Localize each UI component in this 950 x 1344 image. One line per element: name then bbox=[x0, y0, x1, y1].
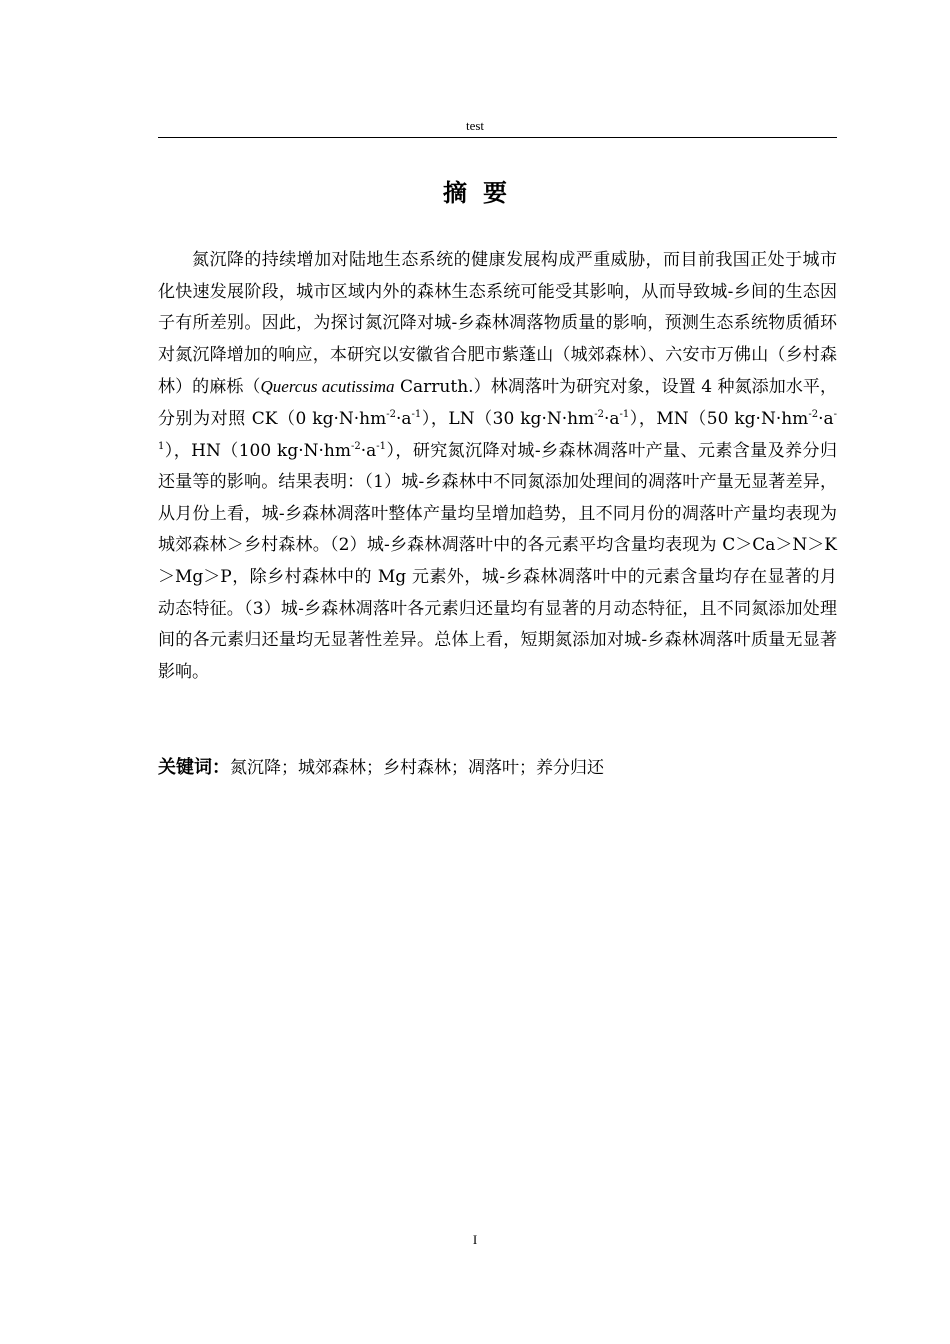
unit-dot-a: ·a bbox=[603, 408, 620, 429]
unit-dot-a: ·a bbox=[360, 440, 377, 461]
unit-superscript-hm: -2 bbox=[808, 408, 819, 420]
abstract-text-6: ），研究氮沉降对城-乡森林凋落叶产量、元素含量及养分归还量等的影响。结果表明：（1）城-乡森林中不同氮添加处理间的凋落叶产量无显著差异，从月份上看，城-乡森林凋落叶整体产量均呈增加趋势，且不同月份的凋落叶产量均表现为城郊森林＞乡村森林。（2）城-乡森林凋落叶中的各元素平均含量均表现为 C＞Ca＞N＞K＞Mg＞P，除乡村森林中的 Mg 元素外，城-乡森林凋落叶中的元素含量均存在显著的月动态特征。（3）城-乡森林凋落叶各元素归还量均有显著的月动态特征，且不同氮添加处理间的各元素归还量均无显著性差异。总体上看，短期氮添加对城-乡森林凋落叶质量无显著影响。 bbox=[158, 440, 837, 682]
unit-superscript-a: -1 bbox=[158, 408, 837, 452]
unit-superscript-hm: -2 bbox=[350, 440, 361, 452]
abstract-text-2: Carruth.）林凋落叶为研究对象，设置 4 种氮添加水平，分别为对照 CK（0 kg·N·hm bbox=[158, 377, 837, 429]
abstract-text-5: ），HN（100 kg·N·hm bbox=[164, 440, 351, 461]
unit-superscript-hm: -2 bbox=[594, 408, 604, 420]
unit-dot-a: ·a bbox=[818, 408, 834, 429]
keywords-line bbox=[158, 754, 837, 782]
unit-superscript-a: -1 bbox=[411, 408, 422, 420]
keywords-list: 氮沉降；城郊森林；乡村森林；凋落叶；养分归还 bbox=[230, 758, 604, 778]
species-name: Quercus acutissima bbox=[260, 377, 395, 397]
page-number: I bbox=[472, 1232, 478, 1247]
header-rule bbox=[158, 137, 837, 138]
keywords-label: 关键词： bbox=[158, 757, 230, 778]
abstract-text-3: ），LN（30 kg·N·hm bbox=[421, 408, 595, 429]
page-title: 摘要 bbox=[443, 179, 523, 207]
abstract-text-1: 氮沉降的持续增加对陆地生态系统的健康发展构成严重威胁，而目前我国正处于城市化快速发展阶段，城市区域内外的森林生态系统可能受其影响，从而导致城-乡间的生态因子有所差别。因此，为探讨氮沉降对城-乡森林凋落物质量的影响，预测生态系统物质循环对氮沉降增加的响应，本研究以安徽省合肥市紫蓬山（城郊森林）、六安市万佛山（乡村森林）的麻栎（ bbox=[158, 250, 837, 398]
unit-superscript-a: -1 bbox=[619, 408, 630, 420]
abstract-body bbox=[158, 245, 837, 688]
abstract-text-4: ），MN（50 kg·N·hm bbox=[629, 408, 809, 429]
unit-dot-a: ·a bbox=[395, 408, 412, 429]
unit-superscript-hm: -2 bbox=[386, 408, 396, 420]
running-header: test bbox=[465, 118, 485, 133]
unit-superscript-a: -1 bbox=[376, 440, 387, 452]
